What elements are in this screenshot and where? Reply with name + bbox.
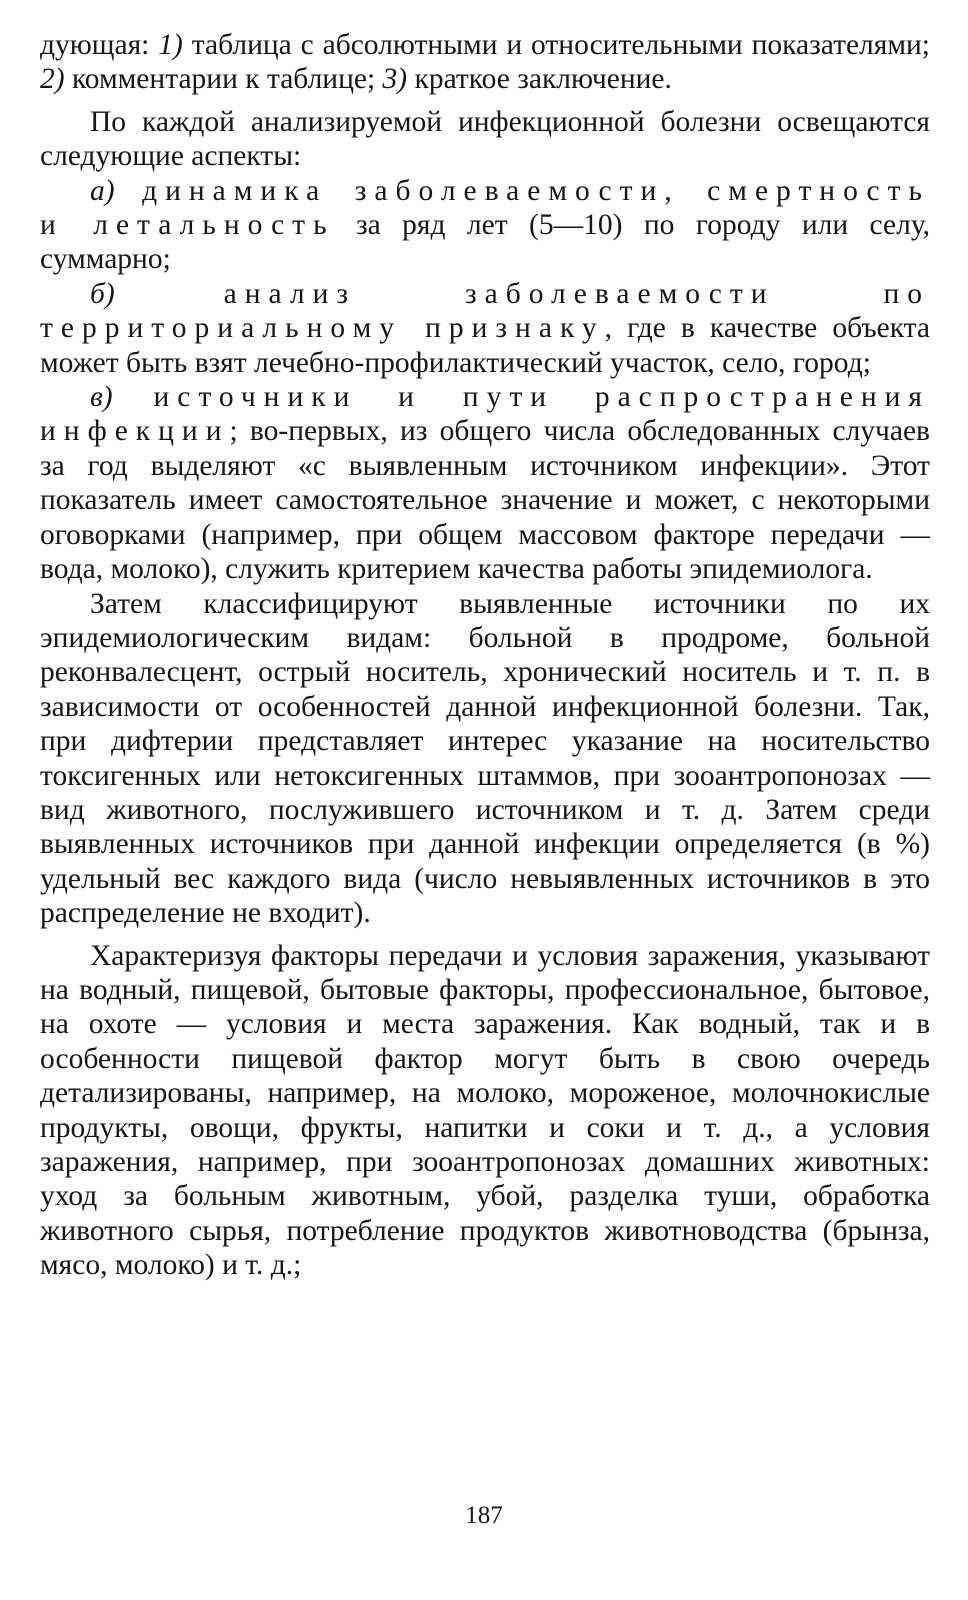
- text-run: , где в качестве объекта может быть взят лечебно-профилактический участок, село, город;: [40, 312, 930, 379]
- spaced-emphasis: анализ заболеваемости по территориальному признаку: [40, 277, 930, 345]
- page-number: 187: [465, 1502, 503, 1529]
- paragraph-aspect-a: [40, 174, 930, 277]
- list-marker: в): [90, 381, 113, 414]
- text-run: Затем классифицируют выявленные источники по их эпидемиологическим видам: больной в продроме, больной реконвалесцент, острый носитель, хронический носитель и т. п. в зависимости от особенностей данной инфекционной болезни. Так, при дифтерии представляет интерес указание на носительство токсигенных или нетоксигенных штаммов, при зооантропонозах — вид животного, послужившего источником и т. д. Затем среди выявленных источников при данной инфекции определяется (в %) удельный вес каждого вида (число невыявленных источников в это распределение не входит).: [40, 587, 930, 930]
- paragraph-continuation: [40, 28, 930, 97]
- list-marker: 3): [382, 63, 408, 96]
- list-marker: б): [90, 277, 115, 310]
- paragraph-transmission-factors: [40, 939, 930, 1283]
- text-run: краткое заключение.: [407, 63, 672, 96]
- text-run: комментарии к таблице;: [64, 63, 383, 96]
- paragraph-classification: [40, 587, 930, 931]
- paragraph-aspect-b: [40, 277, 930, 380]
- text-run: за ряд лет (5—10) по городу или селу, суммарно;: [40, 209, 930, 276]
- page-body: [40, 28, 930, 1283]
- list-marker: 1): [158, 29, 183, 61]
- text-run: таблица с абсолютными и относительными показателями;: [182, 29, 931, 61]
- text-run: По каждой анализируемой инфекционной болезни освещаются следующие аспекты:: [40, 105, 930, 173]
- paragraph-aspect-c: [40, 380, 930, 586]
- text-run: ; во-первых, из общего числа обследованных случаев за год выделяют «с выявленным источником инфекции». Этот показатель имеет самостоятельное значение и может, с некоторыми оговорками (например, при общем массовом факторе передачи — вода, молоко), служить критерием качества работы эпидемиолога.: [40, 415, 930, 586]
- text-run: Характеризуя факторы передачи и условия заражения, указывают на водный, пищевой, бытовые факторы, профессиональное, бытовое, на охоте — условия и места заражения. Как водный, так и в особенности пищевой фактор могут быть в свою очередь детализированы, например, на молоко, мороженое, молочнокислые продукты, овощи, фрукты, напитки и соки и т. д., а условия заражения, например, при зооантропонозах домашних животных: уход за больным животным, убой, разделка туши, обработка животного сырья, потребление продуктов животноводства (брынза, мясо, молоко) и т. д.;: [40, 939, 930, 1282]
- text-run: дующая:: [40, 29, 159, 61]
- paragraph-aspects-intro: [40, 105, 930, 174]
- list-marker: 2): [40, 63, 65, 96]
- spaced-emphasis: источники и пути распространения инфекции: [40, 381, 930, 448]
- spaced-emphasis: динамика заболеваемости, смертность и летальность: [40, 174, 930, 242]
- list-marker: а): [90, 174, 115, 207]
